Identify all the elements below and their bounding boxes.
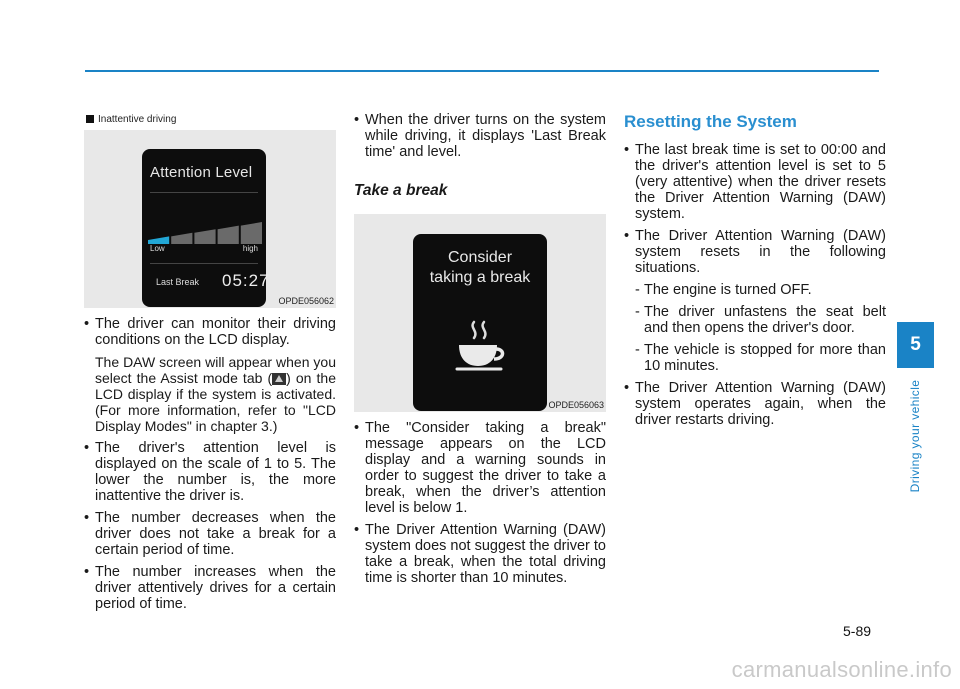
attention-scale xyxy=(148,222,262,244)
chapter-title: Driving your vehicle xyxy=(908,379,922,493)
header-rule xyxy=(85,70,879,72)
dash-item: - The vehicle is stopped for more than 10 minutes. xyxy=(635,342,886,374)
attention-level-figure xyxy=(84,130,336,308)
lcd-screen xyxy=(413,234,547,411)
list-item: • The number increases when the driver attentively drives for a certain period of time. xyxy=(84,564,336,612)
column-3 xyxy=(624,112,886,434)
list-item: • When the driver turns on the system while driving, it displays 'Last Break time' and level. xyxy=(354,112,606,160)
list-item: • The Driver Attention Warning (DAW) system does not suggest the driver to take a break, when the total driving time is shorter than 10 minutes. xyxy=(354,522,606,586)
section-heading: Resetting the System xyxy=(624,112,797,131)
list-item: • The Driver Attention Warning (DAW) system operates again, when the driver restarts driving. xyxy=(624,380,886,428)
lcd-screen xyxy=(142,149,270,307)
scale-low-label: Low xyxy=(150,244,165,253)
scale-segment xyxy=(194,229,215,244)
col1-bullets xyxy=(84,316,336,612)
assist-mode-tab-icon xyxy=(272,373,286,385)
section-heading: Take a break xyxy=(354,182,448,199)
col2-bullets-b xyxy=(354,420,606,586)
chapter-tab: 5 xyxy=(897,322,934,368)
column-2 xyxy=(354,112,606,592)
break-message: Consider taking a break xyxy=(429,249,531,286)
scale-segment xyxy=(218,226,239,244)
last-break-label: Last Break xyxy=(156,277,200,287)
square-bullet-icon xyxy=(86,115,94,123)
dash-item: - The engine is turned OFF. xyxy=(635,282,812,298)
watermark: carmanualsonline.info xyxy=(731,657,952,682)
dash-item: - The driver unfastens the seat belt and then opens the driver's door. xyxy=(635,304,886,336)
figure-code: OPDE056062 xyxy=(278,296,334,306)
coffee-cup-icon xyxy=(455,318,507,374)
list-item: • The number decreases when the driver does not take a break for a certain period of time. xyxy=(84,510,336,558)
list-item: • The "Consider taking a break" message appears on the LCD display and a warning sounds in order to suggest the driver to take a break, when the driver’s attention level is below 1. xyxy=(354,420,606,516)
col2-bullets-a xyxy=(354,112,606,160)
list-item: • The driver's attention level is displayed on the scale of 1 to 5. The lower the number is, the more inattentive the driver is. xyxy=(84,440,336,504)
scale-high-label: high xyxy=(242,244,258,253)
scale-segment xyxy=(171,233,192,244)
screen-title: Attention Level xyxy=(150,164,253,181)
list-item: • The last break time is set to 00:00 and the driver's attention level is set to 5 (very attentive) when the driver resets the Driver Attention Warning (DAW) system. xyxy=(624,142,886,222)
list-item: • The Driver Attention Warning (DAW) system resets in the following situations. - The engine is turned OFF. - The driver unfastens the seat belt and then opens the driver's door. - The vehicle is stopped for more than 10 minutes. xyxy=(624,228,886,374)
scale-segment xyxy=(148,236,169,244)
list-item: • The driver can monitor their driving conditions on the LCD display. The DAW screen will appear when you select the Assist mode tab ( ) on the LCD display if the system is activated. (For more information, refer to "LCD Display Modes" in chapter 3.) xyxy=(84,316,336,434)
paragraph: The DAW screen will appear when you select the Assist mode tab ( ) on the LCD display if the system is activated. (For more information, refer to "LCD Display Modes" in chapter 3.) xyxy=(95,354,336,434)
column-1 xyxy=(84,112,336,618)
scale-segment xyxy=(241,222,262,244)
last-break-time: 05:27 xyxy=(222,271,270,290)
take-a-break-figure xyxy=(354,214,606,412)
figure-caption: Inattentive driving xyxy=(86,112,336,126)
page-number: 5-89 xyxy=(843,623,872,639)
figure-code: OPDE056063 xyxy=(548,400,604,410)
col3-bullets xyxy=(624,142,886,428)
